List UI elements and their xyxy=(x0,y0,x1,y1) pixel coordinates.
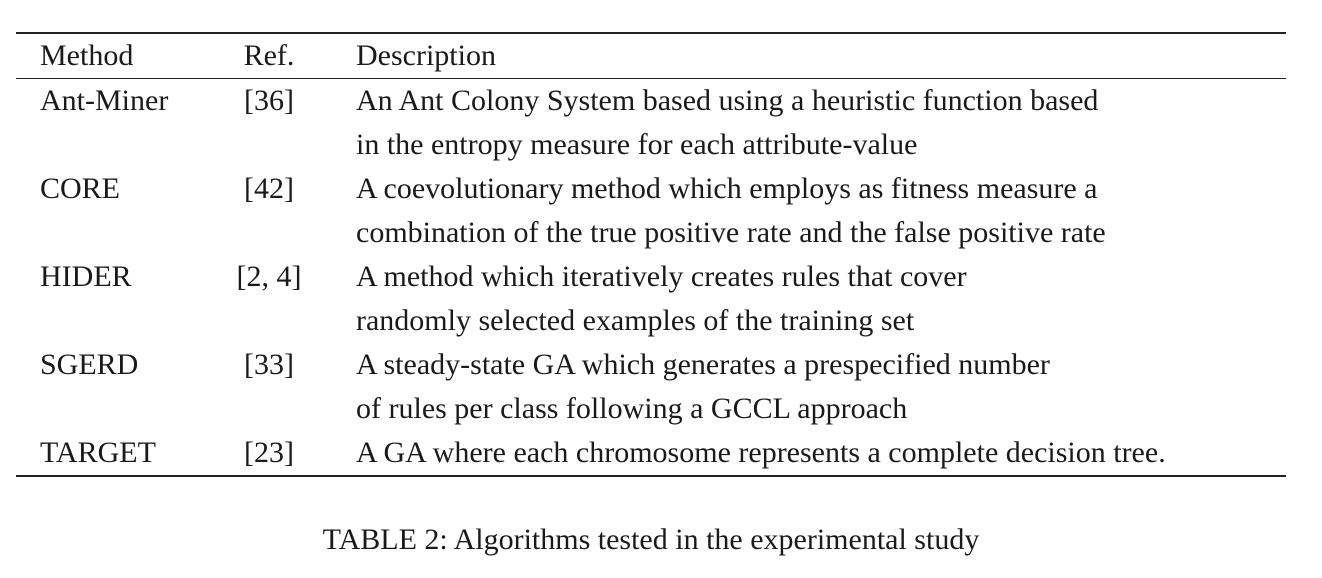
row-description xyxy=(356,255,967,343)
row-method: TARGET xyxy=(40,436,156,469)
row-ref: [36] xyxy=(244,84,294,117)
header-ref: Ref. xyxy=(243,39,295,72)
description-line: combination of the true positive rate and the false positive rate xyxy=(356,216,1106,249)
row-description xyxy=(356,343,1050,431)
row-method: CORE xyxy=(40,172,121,205)
description-line: A method which iteratively creates rules that cover xyxy=(356,260,967,293)
row-ref: [33] xyxy=(244,348,294,381)
table-row xyxy=(16,167,1286,255)
row-description xyxy=(356,167,1106,255)
row-method: SGERD xyxy=(40,348,139,381)
description-line: randomly selected examples of the training set xyxy=(356,304,915,337)
table-header-row xyxy=(16,34,1286,78)
description-line: A GA where each chromosome represents a complete decision tree. xyxy=(356,436,1166,469)
description-line: in the entropy measure for each attribute-value xyxy=(356,128,918,161)
description-line: A steady-state GA which generates a prespecified number xyxy=(356,348,1050,381)
header-description: Description xyxy=(356,39,496,72)
table-row xyxy=(16,255,1286,343)
row-ref: [42] xyxy=(244,172,294,205)
algorithms-table xyxy=(16,32,1286,477)
description-line: An Ant Colony System based using a heuristic function based xyxy=(356,84,1099,117)
row-ref: [23] xyxy=(244,436,294,469)
row-description xyxy=(356,79,1098,167)
table-row xyxy=(16,343,1286,431)
row-description xyxy=(356,431,1166,475)
description-line: of rules per class following a GCCL approach xyxy=(356,392,908,425)
row-method: HIDER xyxy=(40,260,132,293)
header-method: Method xyxy=(40,39,134,72)
row-method: Ant-Miner xyxy=(40,84,169,117)
table-bottom-rule xyxy=(16,475,1286,477)
table-caption: TABLE 2: Algorithms tested in the experimental study xyxy=(322,523,980,556)
row-ref: [2, 4] xyxy=(236,260,302,293)
table-row xyxy=(16,79,1286,167)
table-row xyxy=(16,431,1286,475)
description-line: A coevolutionary method which employs as fitness measure a xyxy=(356,172,1098,205)
